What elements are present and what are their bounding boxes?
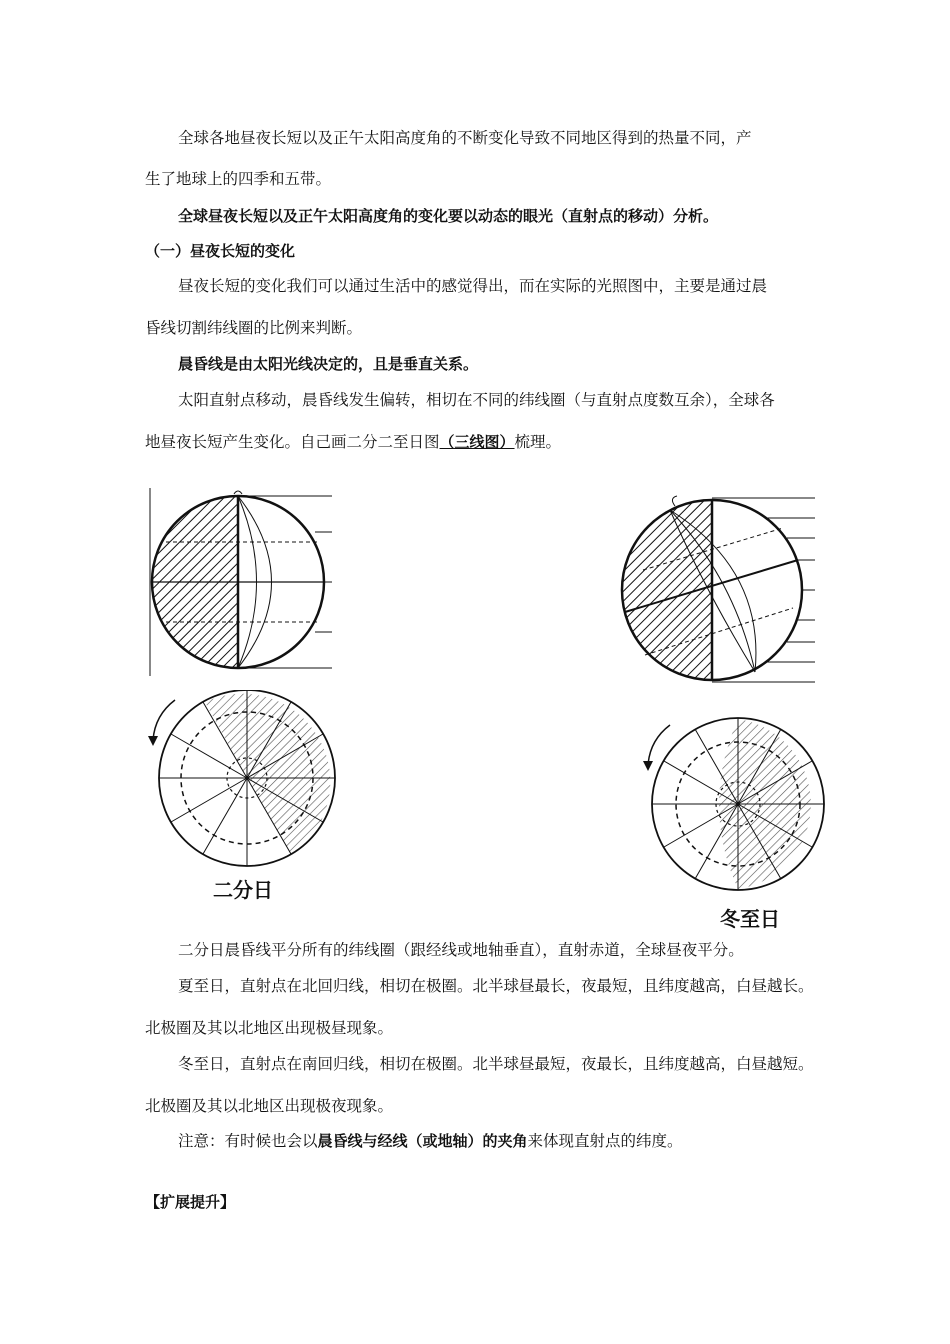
- paragraph-3-line-1: 昼夜长短的变化我们可以通过生活中的感觉得出，而在实际的光照图中，主要是通过晨: [178, 277, 768, 295]
- solstice-polar-diagram: [640, 715, 830, 895]
- section-heading-extension: 【扩展提升】: [145, 1193, 236, 1211]
- paragraph-5-tail: 梳理。: [514, 433, 562, 451]
- paragraph-5-text: 地昼夜长短产生变化。自己画二分二至日图: [145, 433, 440, 451]
- paragraph-1-line-2: 生了地球上的四季和五带。: [145, 170, 332, 188]
- equinox-polar-diagram: [145, 690, 345, 870]
- paragraph-5-line-1: 太阳直射点移动，晨昏线发生偏转，相切在不同的纬线圈（与直射点度数互余），全球各: [178, 391, 775, 409]
- solstice-globe-diagram: [615, 490, 820, 690]
- equinox-globe-diagram: [140, 482, 340, 682]
- paragraph-8-line-1: 冬至日，直射点在南回归线，相切在极圈。北半球昼最短，夜最长，且纬度越高，白昼越短。: [178, 1055, 814, 1073]
- solstice-caption: 冬至日: [720, 907, 780, 931]
- paragraph-9-emphasis: 晨昏线与经线（或地轴）的夹角: [317, 1132, 528, 1150]
- paragraph-1-line-1: 全球各地昼夜长短以及正午太阳高度角的不断变化导致不同地区得到的热量不同，产: [178, 129, 752, 147]
- paragraph-9: [145, 1131, 853, 1151]
- paragraph-2-bold: 全球昼夜长短以及正午太阳高度角的变化要以动态的眼光（直射点的移动）分析。: [178, 207, 719, 225]
- paragraph-9-text: 注意：有时候也会以: [178, 1132, 318, 1150]
- paragraph-6: 二分日晨昏线平分所有的纬线圈（跟经线或地轴垂直），直射赤道，全球昼夜平分。: [178, 941, 744, 959]
- paragraph-7-line-1: 夏至日，直射点在北回归线，相切在极圈。北半球昼最长，夜最短，且纬度越高，白昼越长。: [178, 977, 814, 995]
- paragraph-4-bold: 晨昏线是由太阳光线决定的，且是垂直关系。: [178, 355, 479, 373]
- section-heading-day-night-length: （一）昼夜长短的变化: [145, 242, 296, 260]
- paragraph-7-line-2: 北极圈及其以北地区出现极昼现象。: [145, 1019, 394, 1037]
- paragraph-3-line-2: 昏线切割纬线圈的比例来判断。: [145, 319, 363, 337]
- paragraph-5-emphasis: （三线图）: [439, 433, 515, 451]
- paragraph-5-line-2: [145, 432, 820, 452]
- equinox-caption: 二分日: [213, 878, 273, 902]
- paragraph-9-tail: 来体现直射点的纬度。: [527, 1132, 683, 1150]
- paragraph-8-line-2: 北极圈及其以北地区出现极夜现象。: [145, 1097, 394, 1115]
